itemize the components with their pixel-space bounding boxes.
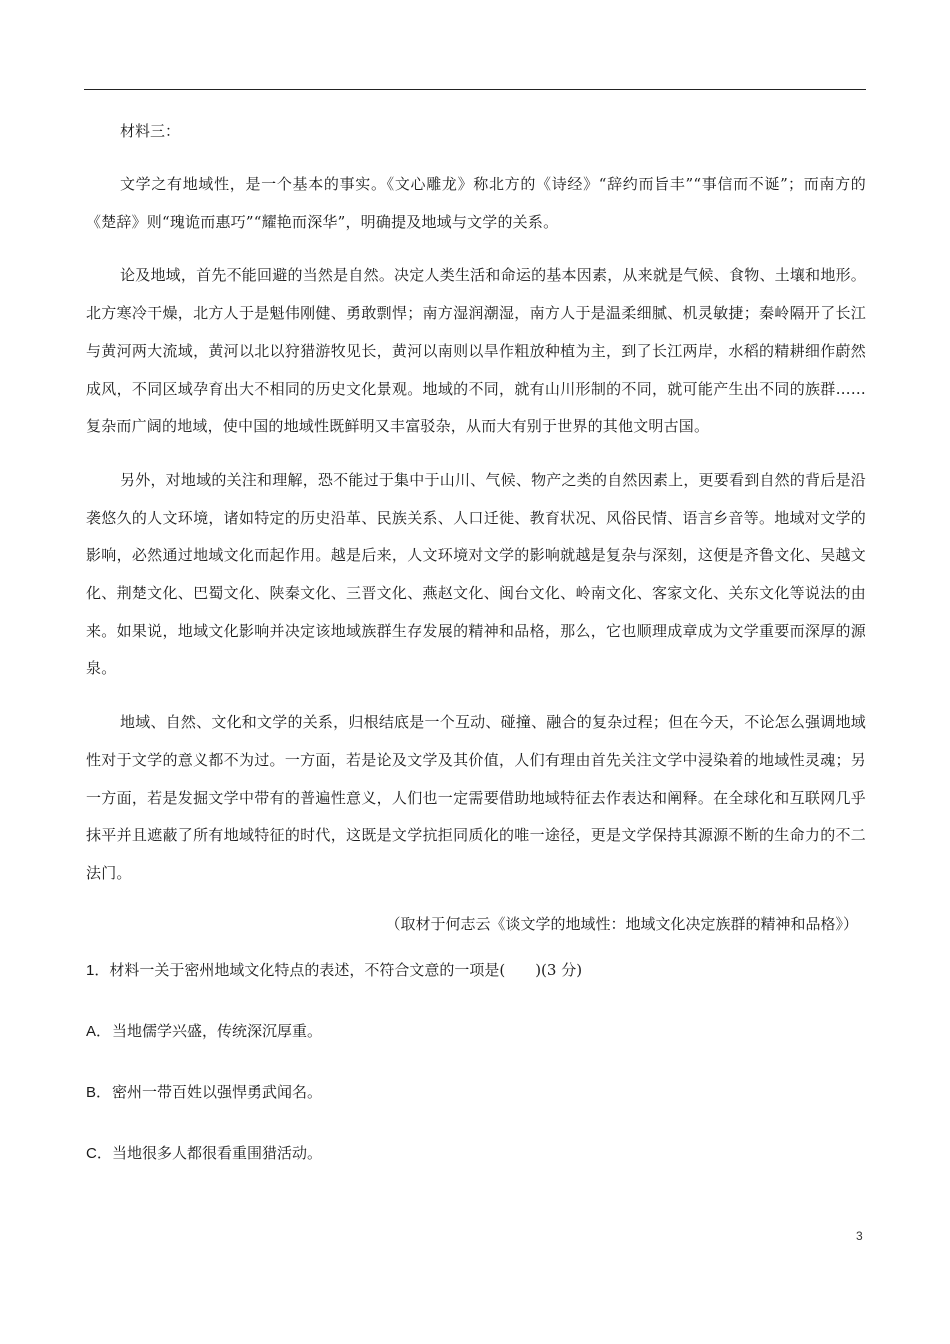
question-1 xyxy=(86,951,866,990)
paragraph-3: 另外，对地域的关注和理解，恐不能过于集中于山川、气候、物产之类的自然因素上，更要看到自然的背后是沿袭悠久的人文环境，诸如特定的历史沿革、民族关系、人口迁徙、教育状况、风俗民情、语言乡音等。地域对文学的影响，必然通过地域文化而起作用。越是后来，人文环境对文学的影响就越是复杂与深刻，这便是齐鲁文化、吴越文化、荆楚文化、巴蜀文化、陕秦文化、三晋文化、燕赵文化、闽台文化、岭南文化、客家文化、关东文化等说法的由来。如果说，地域文化影响并决定该地域族群生存发展的精神和品格，那么，它也顺理成章成为文学重要而深厚的源泉。 xyxy=(86,470,866,678)
source-citation: （取材于何志云《谈文学的地域性：地域文化决定族群的精神和品格》） xyxy=(385,914,858,933)
option-letter: C． xyxy=(86,1144,112,1162)
page-number: 3 xyxy=(856,1229,863,1243)
question-number: 1． xyxy=(86,961,110,979)
option-letter: A． xyxy=(86,1022,112,1040)
question-text: 材料一关于密州地域文化特点的表述，不符合文意的一项是( )(3 分) xyxy=(109,960,583,979)
option-text: 密州一带百姓以强悍勇武闻名。 xyxy=(112,1082,323,1101)
option-text: 当地很多人都很看重围猎活动。 xyxy=(112,1143,323,1162)
paragraph-4: 地域、自然、文化和文学的关系，归根结底是一个互动、碰撞、融合的复杂过程；但在今天，不论怎么强调地域性对于文学的意义都不为过。一方面，若是论及文学及其价值，人们有理由首先关注文学中浸染着的地域性灵魂；另一方面，若是发掘文学中带有的普遍性意义，人们也一定需要借助地域特征去作表达和阐释。在全球化和互联网几乎抹平并且遮蔽了所有地域特征的时代，这既是文学抗拒同质化的唯一途径，更是文学保持其源源不断的生命力的不二法门。 xyxy=(86,713,866,882)
option-letter: B． xyxy=(86,1083,112,1101)
document-body xyxy=(86,112,866,1173)
option-a[interactable] xyxy=(86,1012,866,1051)
material-label: 材料三： xyxy=(120,122,181,140)
option-c[interactable] xyxy=(86,1134,866,1173)
header-rule xyxy=(84,89,866,90)
paragraph-2: 论及地域，首先不能回避的当然是自然。决定人类生活和命运的基本因素，从来就是气候、食物、土壤和地形。北方寒冷干燥，北方人于是魁伟刚健、勇敢剽悍；南方湿润潮湿，南方人于是温柔细腻、机灵敏捷；秦岭隔开了长江与黄河两大流域，黄河以北以狩猎游牧见长，黄河以南则以旱作粗放种植为主，到了长江两岸，水稻的精耕细作蔚然成风，不同区域孕育出大不相同的历史文化景观。地域的不同，就有山川形制的不同，就可能产生出不同的族群……复杂而广阔的地域，使中国的地域性既鲜明又丰富驳杂，从而大有别于世界的其他文明古国。 xyxy=(86,266,866,436)
option-text: 当地儒学兴盛，传统深沉厚重。 xyxy=(112,1021,323,1040)
option-b[interactable] xyxy=(86,1073,866,1112)
paragraph-1: 文学之有地域性，是一个基本的事实。《文心雕龙》称北方的《诗经》“辞约而旨丰”“事信而不诞”；而南方的《楚辞》则“瑰诡而惠巧”“耀艳而深华”，明确提及地域与文学的关系。 xyxy=(86,175,866,231)
